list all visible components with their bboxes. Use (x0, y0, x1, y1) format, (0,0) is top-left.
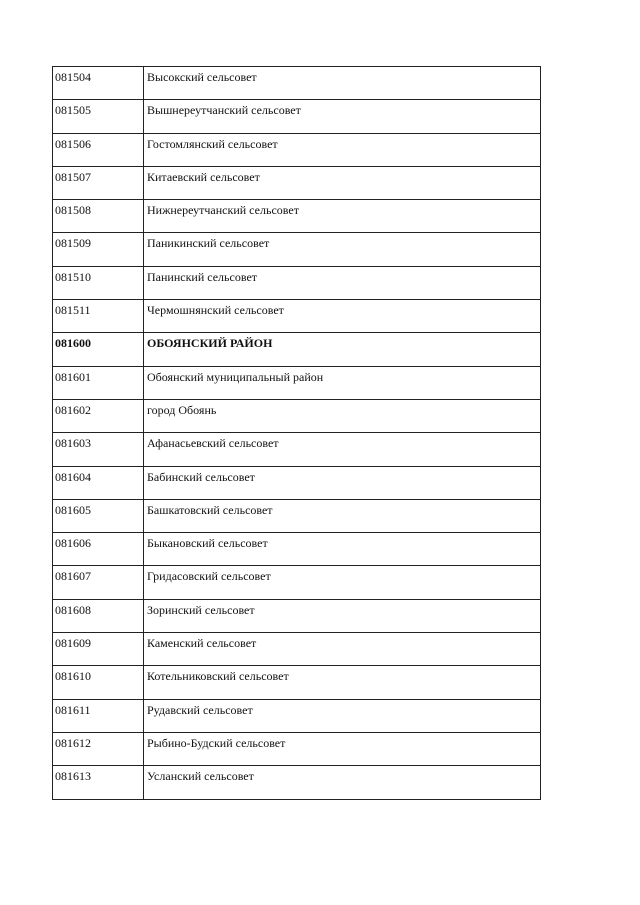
table-row (53, 633, 541, 666)
name-cell: Зоринский сельсовет (144, 599, 541, 632)
name-cell: Афанасьевский сельсовет (144, 433, 541, 466)
code-cell: 081510 (53, 266, 144, 299)
code-cell: 081610 (53, 666, 144, 699)
code-cell: 081605 (53, 499, 144, 532)
code-cell: 081612 (53, 732, 144, 765)
name-cell: Рыбино-Будский сельсовет (144, 732, 541, 765)
name-cell: Башкатовский сельсовет (144, 499, 541, 532)
code-cell: 081601 (53, 366, 144, 399)
code-cell: 081509 (53, 233, 144, 266)
name-cell: Бабинский сельсовет (144, 466, 541, 499)
table-row (53, 366, 541, 399)
code-cell: 081607 (53, 566, 144, 599)
name-cell: Котельниковский сельсовет (144, 666, 541, 699)
code-cell: 081606 (53, 533, 144, 566)
name-cell: Высокский сельсовет (144, 67, 541, 100)
name-cell: Гостомлянский сельсовет (144, 133, 541, 166)
table-row (53, 533, 541, 566)
code-cell: 081611 (53, 699, 144, 732)
name-cell: Гридасовский сельсовет (144, 566, 541, 599)
code-cell: 081508 (53, 200, 144, 233)
table-row (53, 266, 541, 299)
table-row (53, 166, 541, 199)
table-row (53, 133, 541, 166)
name-cell: Панинский сельсовет (144, 266, 541, 299)
table-row (53, 399, 541, 432)
name-cell: Паникинский сельсовет (144, 233, 541, 266)
table-row (53, 433, 541, 466)
name-cell: Нижнереутчанский сельсовет (144, 200, 541, 233)
table-row (53, 200, 541, 233)
name-cell: Быкановский сельсовет (144, 533, 541, 566)
name-cell: Китаевский сельсовет (144, 166, 541, 199)
table-row (53, 67, 541, 100)
code-cell: 081511 (53, 300, 144, 333)
code-cell: 081506 (53, 133, 144, 166)
name-cell: Усланский сельсовет (144, 766, 541, 799)
table-row (53, 233, 541, 266)
name-cell: Вышнереутчанский сельсовет (144, 100, 541, 133)
table-row (53, 666, 541, 699)
table-row (53, 499, 541, 532)
registry-table-body (53, 67, 541, 800)
code-cell: 081504 (53, 67, 144, 100)
table-row-district-heading (53, 333, 541, 366)
table-row (53, 766, 541, 799)
name-cell: Чермошнянский сельсовет (144, 300, 541, 333)
table-row (53, 566, 541, 599)
table-row (53, 732, 541, 765)
table-row (53, 699, 541, 732)
code-cell: 081603 (53, 433, 144, 466)
table-row (53, 100, 541, 133)
code-cell: 081602 (53, 399, 144, 432)
code-cell: 081613 (53, 766, 144, 799)
code-cell: 081600 (53, 333, 144, 366)
name-cell: ОБОЯНСКИЙ РАЙОН (144, 333, 541, 366)
table-row (53, 300, 541, 333)
name-cell: город Обоянь (144, 399, 541, 432)
name-cell: Каменский сельсовет (144, 633, 541, 666)
table-row (53, 466, 541, 499)
code-cell: 081604 (53, 466, 144, 499)
table-row (53, 599, 541, 632)
name-cell: Рудавский сельсовет (144, 699, 541, 732)
code-cell: 081608 (53, 599, 144, 632)
code-cell: 081507 (53, 166, 144, 199)
name-cell: Обоянский муниципальный район (144, 366, 541, 399)
registry-table (52, 66, 541, 800)
code-cell: 081609 (53, 633, 144, 666)
code-cell: 081505 (53, 100, 144, 133)
